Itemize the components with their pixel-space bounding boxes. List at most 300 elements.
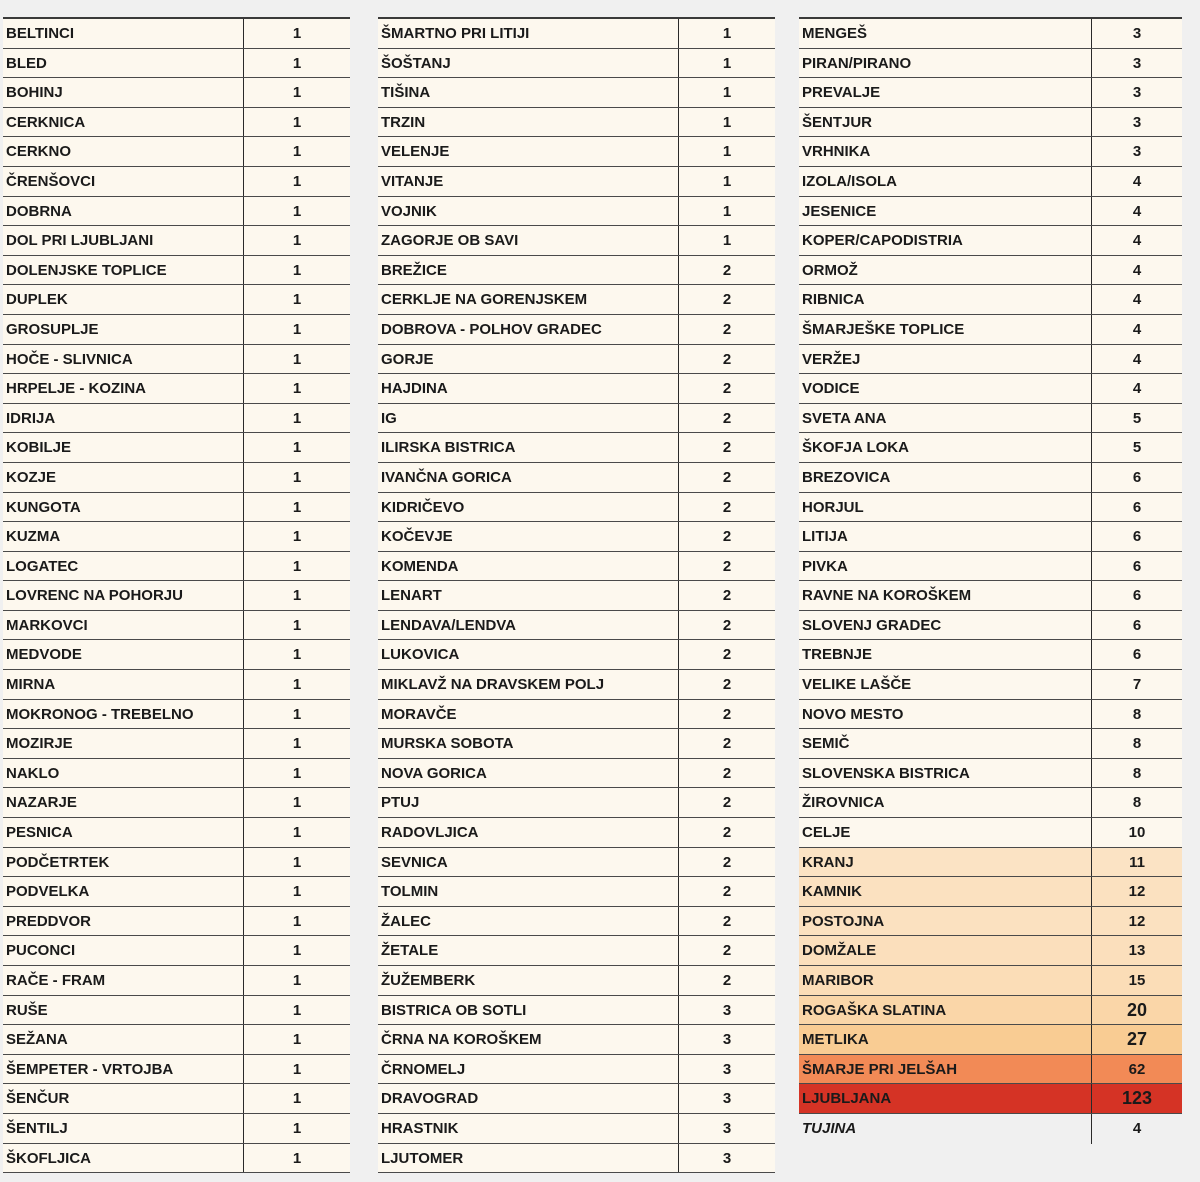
municipality-name: MURSKA SOBOTA [378, 729, 679, 758]
case-count: 2 [722, 942, 732, 960]
case-count: 13 [1128, 942, 1146, 960]
case-count: 3 [722, 1119, 732, 1137]
table-row [3, 759, 350, 789]
table-row [799, 818, 1182, 848]
case-count: 4 [1132, 232, 1142, 250]
case-count: 20 [1126, 999, 1148, 1020]
table-row [3, 404, 350, 434]
municipality-name: ŠMARTNO PRI LITIJI [378, 19, 679, 48]
municipality-name: MEDVODE [3, 640, 244, 669]
table-row [799, 226, 1182, 256]
municipality-name: KAMNIK [799, 877, 1092, 906]
municipality-name: ZAGORJE OB SAVI [378, 226, 679, 255]
municipality-name: ŠOŠTANJ [378, 49, 679, 78]
case-count: 2 [722, 291, 732, 309]
table-row [799, 108, 1182, 138]
table-row [799, 877, 1182, 907]
case-count: 5 [1132, 439, 1142, 457]
municipality-name: VOJNIK [378, 197, 679, 226]
municipality-name: BREŽICE [378, 256, 679, 285]
case-count: 1 [292, 1060, 302, 1078]
table-row [3, 848, 350, 878]
case-count: 2 [722, 498, 732, 516]
municipality-name: ŠENTJUR [799, 108, 1092, 137]
table-row [3, 226, 350, 256]
table-row [3, 966, 350, 996]
case-count: 2 [722, 320, 732, 338]
table-row [378, 49, 775, 79]
table-row [3, 877, 350, 907]
municipality-name: LOGATEC [3, 552, 244, 581]
municipality-name: KOZJE [3, 463, 244, 492]
municipality-name: ČRNOMELJ [378, 1055, 679, 1084]
table-row [799, 1084, 1182, 1114]
municipality-name: HOČE - SLIVNICA [3, 345, 244, 374]
case-count: 1 [292, 616, 302, 634]
municipality-name: ŽALEC [378, 907, 679, 936]
table-row [3, 788, 350, 818]
table-row [3, 78, 350, 108]
municipality-name: VITANJE [378, 167, 679, 196]
municipality-name: PREDDVOR [3, 907, 244, 936]
municipality-name: VODICE [799, 374, 1092, 403]
case-count: 1 [722, 172, 732, 190]
table-row [378, 285, 775, 315]
case-count: 1 [292, 291, 302, 309]
case-count: 7 [1132, 676, 1142, 694]
table-row [378, 1084, 775, 1114]
municipality-name: ŠEMPETER - VRTOJBA [3, 1055, 244, 1084]
case-count: 1 [722, 54, 732, 72]
municipality-name: CERKLJE NA GORENJSKEM [378, 285, 679, 314]
table-row [378, 315, 775, 345]
municipality-name: DOBRNA [3, 197, 244, 226]
table-row [3, 1114, 350, 1144]
municipality-name: ROGAŠKA SLATINA [799, 996, 1092, 1025]
case-count: 1 [722, 113, 732, 131]
case-count: 1 [292, 1149, 302, 1167]
case-count: 1 [292, 498, 302, 516]
municipality-name: DUPLEK [3, 285, 244, 314]
municipality-name: DOL PRI LJUBLJANI [3, 226, 244, 255]
case-count: 1 [292, 232, 302, 250]
municipality-name: LENDAVA/LENDVA [378, 611, 679, 640]
municipality-name: JESENICE [799, 197, 1092, 226]
municipality-name: ČRNA NA KOROŠKEM [378, 1025, 679, 1054]
case-count: 4 [1132, 291, 1142, 309]
table-row [799, 581, 1182, 611]
municipality-name: SEŽANA [3, 1025, 244, 1054]
case-count: 1 [292, 1090, 302, 1108]
municipality-name: KOBILJE [3, 433, 244, 462]
case-count: 4 [1132, 380, 1142, 398]
case-count: 1 [292, 972, 302, 989]
table-row [3, 167, 350, 197]
municipality-name: DRAVOGRAD [378, 1084, 679, 1113]
case-count: 1 [292, 794, 302, 812]
municipality-name: MOZIRJE [3, 729, 244, 758]
municipality-name: ŠKOFJA LOKA [799, 433, 1092, 462]
table-row [3, 315, 350, 345]
case-count: 3 [1132, 84, 1142, 102]
municipality-table-column-3 [799, 17, 1182, 1144]
case-count: 6 [1132, 587, 1142, 605]
municipality-name: ŠMARJE PRI JELŠAH [799, 1055, 1092, 1084]
case-count: 2 [722, 409, 732, 427]
case-count: 1 [292, 557, 302, 575]
table-row [3, 700, 350, 730]
table-row [378, 433, 775, 463]
municipality-name: IZOLA/ISOLA [799, 167, 1092, 196]
table-row [378, 877, 775, 907]
case-count: 3 [722, 1031, 732, 1049]
table-row [3, 936, 350, 966]
case-count: 6 [1132, 646, 1142, 664]
case-count: 2 [722, 439, 732, 457]
case-count: 1 [292, 25, 302, 42]
table-row [3, 197, 350, 227]
municipality-name: BISTRICA OB SOTLI [378, 996, 679, 1025]
municipality-name: NAKLO [3, 759, 244, 788]
case-count: 1 [292, 942, 302, 960]
municipality-name: HAJDINA [378, 374, 679, 403]
case-count: 3 [1132, 54, 1142, 72]
table-row [378, 137, 775, 167]
table-row [799, 552, 1182, 582]
case-count: 1 [292, 261, 302, 279]
municipality-name: KIDRIČEVO [378, 493, 679, 522]
table-row [799, 788, 1182, 818]
table-row [378, 640, 775, 670]
municipality-name: RAČE - FRAM [3, 966, 244, 995]
table-row [378, 1144, 775, 1174]
case-count: 6 [1132, 528, 1142, 546]
table-row [378, 848, 775, 878]
municipality-name: KRANJ [799, 848, 1092, 877]
table-row [378, 611, 775, 641]
case-count: 2 [722, 380, 732, 398]
municipality-name: BELTINCI [3, 19, 244, 48]
case-count: 6 [1132, 498, 1142, 516]
case-count: 1 [292, 468, 302, 486]
municipality-name: LJUTOMER [378, 1144, 679, 1173]
table-row [378, 404, 775, 434]
municipality-name: ŠENČUR [3, 1084, 244, 1113]
municipality-name: KOČEVJE [378, 522, 679, 551]
table-row [799, 49, 1182, 79]
table-row [799, 848, 1182, 878]
case-count: 2 [722, 616, 732, 634]
case-count: 4 [1132, 202, 1142, 220]
table-row [378, 1114, 775, 1144]
table-row [799, 315, 1182, 345]
municipality-name: CELJE [799, 818, 1092, 847]
municipality-name: ČRENŠOVCI [3, 167, 244, 196]
case-count: 1 [292, 1001, 302, 1019]
municipality-name: LJUBLJANA [799, 1084, 1092, 1113]
case-count: 3 [722, 1149, 732, 1167]
case-count: 1 [292, 912, 302, 930]
municipality-name: POSTOJNA [799, 907, 1092, 936]
table-row [378, 936, 775, 966]
case-count: 2 [722, 705, 732, 723]
table-row [3, 49, 350, 79]
municipality-name: HORJUL [799, 493, 1092, 522]
case-count: 1 [292, 528, 302, 546]
municipality-name: PODVELKA [3, 877, 244, 906]
municipality-name: BREZOVICA [799, 463, 1092, 492]
table-row [799, 759, 1182, 789]
table-row [3, 137, 350, 167]
table-row [799, 611, 1182, 641]
case-count: 1 [292, 1119, 302, 1137]
municipality-name: PTUJ [378, 788, 679, 817]
municipality-name: TRZIN [378, 108, 679, 137]
case-count: 10 [1128, 824, 1146, 842]
table-row [378, 108, 775, 138]
municipality-name: SEVNICA [378, 848, 679, 877]
municipality-name: MARIBOR [799, 966, 1092, 995]
municipality-name: SEMIČ [799, 729, 1092, 758]
case-count: 3 [1132, 25, 1142, 42]
municipality-name: KUZMA [3, 522, 244, 551]
case-count: 2 [722, 587, 732, 605]
municipality-name: NOVA GORICA [378, 759, 679, 788]
municipality-name: SLOVENSKA BISTRICA [799, 759, 1092, 788]
table-row [3, 374, 350, 404]
case-count: 2 [722, 557, 732, 575]
table-row [799, 256, 1182, 286]
case-count: 2 [722, 912, 732, 930]
case-count: 2 [722, 883, 732, 901]
case-count: 4 [1132, 172, 1142, 190]
case-count: 15 [1128, 972, 1146, 989]
case-count: 1 [292, 380, 302, 398]
table-row [3, 1144, 350, 1174]
case-count: 1 [292, 646, 302, 664]
case-count: 2 [722, 646, 732, 664]
table-row [799, 907, 1182, 937]
case-count: 1 [292, 883, 302, 901]
table-row [378, 374, 775, 404]
municipality-name: MOKRONOG - TREBELNO [3, 700, 244, 729]
case-count: 1 [292, 202, 302, 220]
table-row [3, 907, 350, 937]
municipality-name: IG [378, 404, 679, 433]
table-row [3, 640, 350, 670]
table-row [799, 670, 1182, 700]
table-row [799, 463, 1182, 493]
case-count: 1 [722, 232, 732, 250]
municipality-name: RIBNICA [799, 285, 1092, 314]
case-count: 3 [722, 1090, 732, 1108]
table-row [3, 433, 350, 463]
municipality-name: LOVRENC NA POHORJU [3, 581, 244, 610]
case-count: 1 [292, 350, 302, 368]
case-count: 8 [1132, 705, 1142, 723]
municipality-name: METLIKA [799, 1025, 1092, 1054]
table-row [3, 463, 350, 493]
municipality-name: HRASTNIK [378, 1114, 679, 1143]
table-row [799, 996, 1182, 1026]
table-row [378, 78, 775, 108]
case-count: 2 [722, 824, 732, 842]
municipality-name: KOMENDA [378, 552, 679, 581]
municipality-name: VRHNIKA [799, 137, 1092, 166]
municipality-name: SVETA ANA [799, 404, 1092, 433]
table-row [799, 374, 1182, 404]
table-row [799, 345, 1182, 375]
case-count: 12 [1128, 883, 1146, 901]
table-row [378, 1055, 775, 1085]
table-row [3, 108, 350, 138]
case-count: 1 [292, 1031, 302, 1049]
municipality-name: VELIKE LAŠČE [799, 670, 1092, 699]
table-row [3, 256, 350, 286]
table-row [3, 1025, 350, 1055]
table-row [378, 463, 775, 493]
municipality-name: PIRAN/PIRANO [799, 49, 1092, 78]
table-row [3, 581, 350, 611]
table-row [799, 167, 1182, 197]
table-row [799, 19, 1182, 49]
municipality-name: IDRIJA [3, 404, 244, 433]
case-count: 1 [292, 676, 302, 694]
case-count: 1 [292, 84, 302, 102]
case-count: 11 [1129, 853, 1145, 871]
case-count: 1 [292, 113, 302, 131]
municipality-name: GORJE [378, 345, 679, 374]
case-count: 2 [722, 350, 732, 368]
case-count: 1 [292, 853, 302, 871]
municipality-name: ORMOŽ [799, 256, 1092, 285]
municipality-name: PREVALJE [799, 78, 1092, 107]
municipality-name: ŽIROVNICA [799, 788, 1092, 817]
case-count: 6 [1132, 468, 1142, 486]
table-row [799, 1055, 1182, 1085]
table-row [799, 936, 1182, 966]
table-row [3, 493, 350, 523]
municipality-name: PUCONCI [3, 936, 244, 965]
case-count: 2 [722, 261, 732, 279]
case-count: 2 [722, 764, 732, 782]
table-row [799, 78, 1182, 108]
municipality-name: GROSUPLJE [3, 315, 244, 344]
case-count: 1 [292, 824, 302, 842]
case-count: 3 [1132, 143, 1142, 161]
table-row [378, 996, 775, 1026]
municipality-table-column-2 [378, 17, 775, 1173]
case-count: 1 [292, 735, 302, 753]
table-row [3, 729, 350, 759]
table-row [799, 640, 1182, 670]
case-count: 1 [292, 409, 302, 427]
table-row [378, 493, 775, 523]
table-row [799, 1114, 1182, 1144]
table-row [3, 670, 350, 700]
case-count: 2 [722, 468, 732, 486]
case-count: 62 [1128, 1060, 1146, 1078]
table-row [378, 256, 775, 286]
case-count: 3 [722, 1001, 732, 1019]
municipality-name: IVANČNA GORICA [378, 463, 679, 492]
case-count: 1 [292, 320, 302, 338]
table-row [378, 167, 775, 197]
municipality-name: CERKNO [3, 137, 244, 166]
municipality-name: MIKLAVŽ NA DRAVSKEM POLJ [378, 670, 679, 699]
municipality-name: NAZARJE [3, 788, 244, 817]
table-row [378, 759, 775, 789]
municipality-name: MORAVČE [378, 700, 679, 729]
municipality-table-column-1 [3, 17, 350, 1173]
case-count: 8 [1132, 764, 1142, 782]
municipality-name: PODČETRTEK [3, 848, 244, 877]
municipality-name: MIRNA [3, 670, 244, 699]
table-row [378, 1025, 775, 1055]
municipality-name: ILIRSKA BISTRICA [378, 433, 679, 462]
case-count: 1 [292, 764, 302, 782]
table-row [378, 581, 775, 611]
municipality-name: VERŽEJ [799, 345, 1092, 374]
municipality-name: LUKOVICA [378, 640, 679, 669]
case-count: 1 [292, 54, 302, 72]
table-row [799, 522, 1182, 552]
municipality-name: LENART [378, 581, 679, 610]
case-count: 1 [292, 705, 302, 723]
table-row [378, 907, 775, 937]
table-row [799, 729, 1182, 759]
case-count: 2 [722, 794, 732, 812]
table-row [799, 404, 1182, 434]
table-row [799, 966, 1182, 996]
municipality-name: ŽUŽEMBERK [378, 966, 679, 995]
table-row [799, 197, 1182, 227]
municipality-name: PIVKA [799, 552, 1092, 581]
table-row [799, 137, 1182, 167]
table-row [3, 818, 350, 848]
case-count: 2 [722, 528, 732, 546]
table-row [799, 433, 1182, 463]
case-count: 1 [292, 143, 302, 161]
case-count: 1 [722, 202, 732, 220]
case-count: 6 [1132, 557, 1142, 575]
case-count: 5 [1132, 409, 1142, 427]
table-row [799, 1025, 1182, 1055]
table-row [3, 345, 350, 375]
case-count: 123 [1121, 1088, 1153, 1109]
case-count: 6 [1132, 616, 1142, 634]
municipality-name: DOMŽALE [799, 936, 1092, 965]
municipality-name: RAVNE NA KOROŠKEM [799, 581, 1092, 610]
municipality-name: RADOVLJICA [378, 818, 679, 847]
table-row [799, 493, 1182, 523]
table-row [3, 522, 350, 552]
table-row [3, 611, 350, 641]
municipality-name: TOLMIN [378, 877, 679, 906]
table-row [378, 818, 775, 848]
table-row [378, 700, 775, 730]
municipality-name: ŠENTILJ [3, 1114, 244, 1143]
municipality-name: TUJINA [799, 1114, 1092, 1144]
case-count: 2 [722, 853, 732, 871]
case-count: 4 [1132, 261, 1142, 279]
municipality-name: PESNICA [3, 818, 244, 847]
table-row [3, 285, 350, 315]
case-count: 4 [1132, 320, 1142, 338]
municipality-name: BOHINJ [3, 78, 244, 107]
case-count: 2 [722, 972, 732, 989]
case-count: 1 [722, 84, 732, 102]
